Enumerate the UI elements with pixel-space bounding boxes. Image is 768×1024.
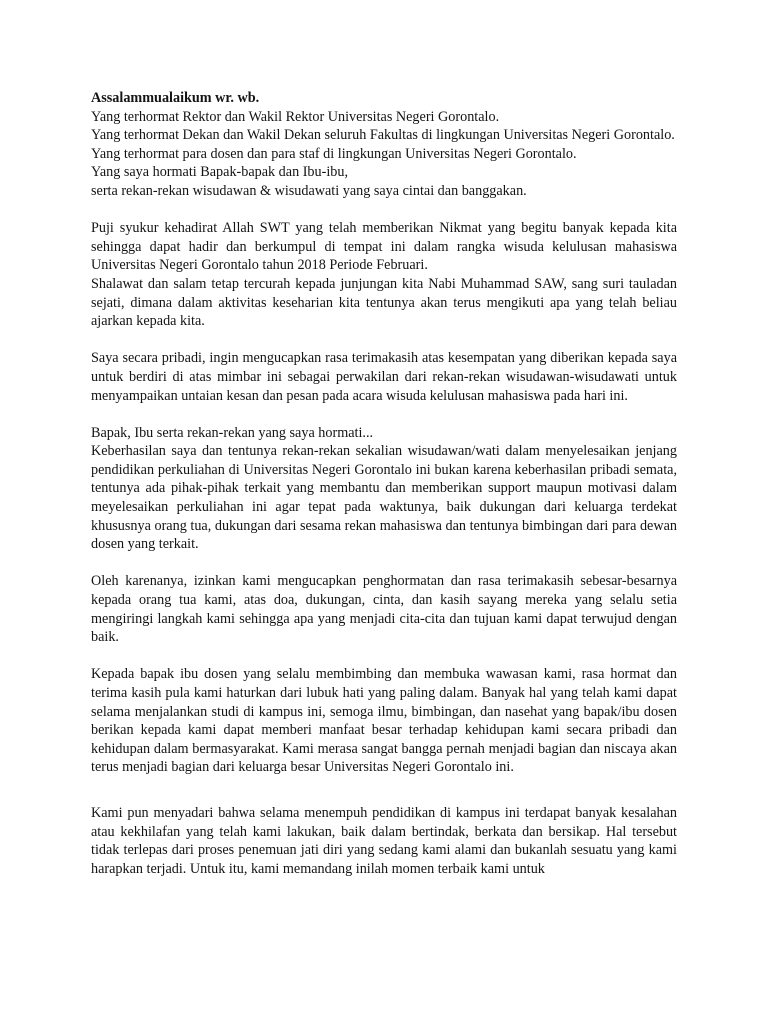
paragraph-gap (91, 647, 677, 666)
salutation-line: Yang terhormat Dekan dan Wakil Dekan seluruh Fakultas di lingkungan Universitas Negeri Gorontalo. (91, 127, 675, 144)
paragraph-thanks: Saya secara pribadi, ingin mengucapkan rasa terimakasih atas kesempatan yang diberikan kepada saya untuk berdiri di atas mimbar ini sebagai perwakilan dari rekan-rekan wisudawan-wisudawati untuk menyampaikan untaian kesan dan pesan pada acara wisuda kelulusan mahasiswa pada hari ini. (91, 350, 677, 404)
paragraph-lecturers: Kepada bapak ibu dosen yang selalu membimbing dan membuka wawasan kami, rasa hormat dan terima kasih pula kami haturkan dari lubuk hati yang paling dalam. Banyak hal yang telah kami dapat selama menjalankan studi di kampus ini, semoga ilmu, bimbingan, dan nasehat yang bapak/ibu dosen berikan kepada kami dapat memberi manfaat besar terhadap kehidupan kami secara pribadi dan kehidupan dalam bermasyarakat. Kami merasa sangat bangga pernah menjadi bagian dan niscaya akan terus menjadi bagian dari keluarga besar Universitas Negeri Gorontalo ini. (91, 666, 677, 776)
paragraph-gap (91, 331, 677, 350)
greeting-heading: Assalammualaikum wr. wb. (91, 90, 260, 106)
paragraph-parents: Oleh karenanya, izinkan kami mengucapkan penghormatan dan rasa terimakasih sebesar-besarnya kepada orang tua kami, atas doa, dukungan, cinta, dan kasih sayang mereka yang selalu setia mengiringi langkah kami sehingga apa yang menjadi cita-cita dan tujuan kami dapat terwujud dengan baik. (91, 573, 677, 646)
salutation-line: Yang terhormat Rektor dan Wakil Rektor Universitas Negeri Gorontalo. (91, 108, 500, 125)
paragraph-apology: Kami pun menyadari bahwa selama menempuh pendidikan di kampus ini terdapat banyak kesalahan atau kekhilafan yang telah kami lakukan, baik dalam bertindak, berkata dan bersikap. Hal tersebut tidak terlepas dari proses penemuan jati diri yang sedang kami alami dan bukanlah sesuatu yang kami harapkan terjadi. Untuk itu, kami memandang inilah momen terbaik kami untuk (91, 804, 677, 877)
paragraph-gratitude: Puji syukur kehadirat Allah SWT yang telah memberikan Nikmat yang begitu banyak kepada kita sehingga dapat hadir dan berkumpul di tempat ini dalam rangka wisuda kelulusan mahasiswa Universitas Negeri Gorontalo tahun 2018 Periode Februari. (91, 220, 677, 274)
paragraph-gap (91, 777, 677, 804)
paragraph-address: Bapak, Ibu serta rekan-rekan yang saya hormati... (91, 424, 374, 441)
paragraph-gap (91, 405, 677, 424)
paragraph-success: Keberhasilan saya dan tentunya rekan-rekan sekalian wisudawan/wati dalam menyelesaikan jenjang pendidikan perkuliahan di Universitas Negeri Gorontalo ini bukan karena keberhasilan pribadi semata, tentunya ada pihak-pihak terkait yang membantu dan memberikan support maupun motivasi dalam meyelesaikan perkuliahan ini agar tepat pada waktunya, baik dukungan dari keluarga terdekat khususnya orang tua, dukungan dari sesama rekan mahasiswa dan tentunya bimbingan dari para dewan dosen yang terkait. (91, 443, 677, 553)
speech-text (91, 89, 677, 878)
salutation-line: Yang saya hormati Bapak-bapak dan Ibu-ibu, (91, 164, 349, 181)
paragraph-gap (91, 554, 677, 573)
salutation-line: serta rekan-rekan wisudawan & wisudawati yang saya cintai dan banggakan. (91, 182, 527, 199)
salutation-line: Yang terhormat para dosen dan para staf di lingkungan Universitas Negeri Gorontalo. (91, 145, 577, 162)
paragraph-shalawat: Shalawat dan salam tetap tercurah kepada junjungan kita Nabi Muhammad SAW, sang suri tauladan sejati, dimana dalam aktivitas keseharian kita tentunya akan terus mengikuti apa yang telah beliau ajarkan kepada kita. (91, 275, 677, 330)
paragraph-gap (91, 201, 677, 220)
